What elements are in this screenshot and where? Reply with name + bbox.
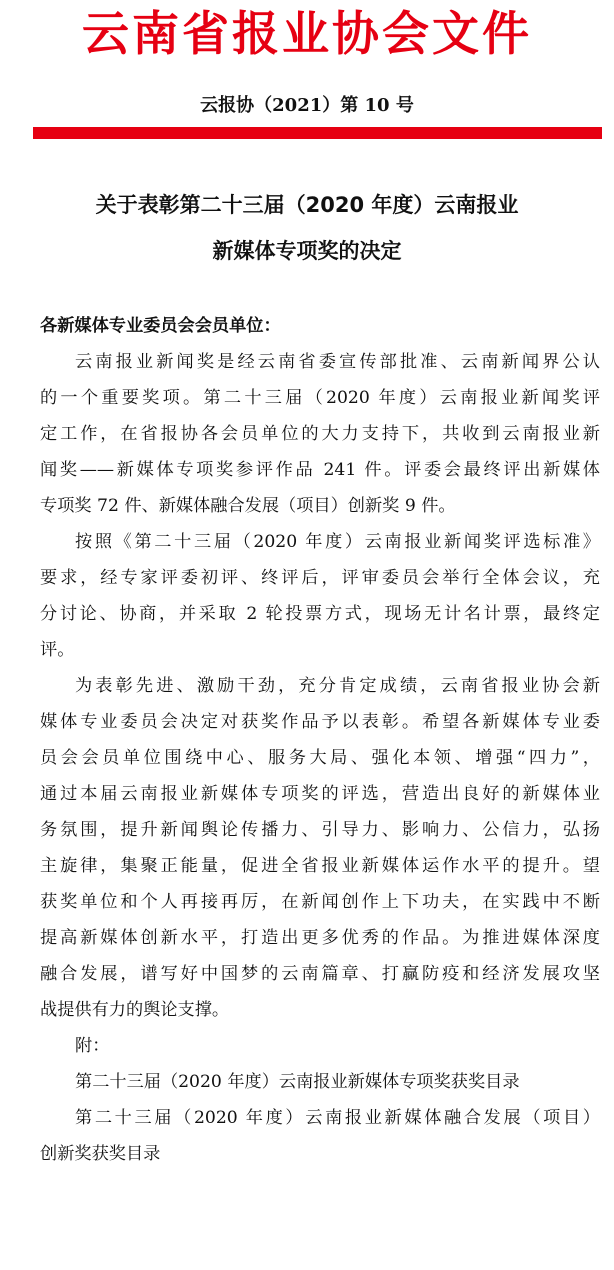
paragraph-3-line-6: 主旋律，集聚正能量，促进全省报业新媒体运作水平的提升。望 bbox=[40, 856, 600, 876]
paragraph-3-line-3: 员会会员单位围绕中心、服务大局、强化本领、增强“四力”， bbox=[40, 748, 600, 768]
salutation: 各新媒体专业委员会会员单位： bbox=[40, 316, 281, 336]
red-divider bbox=[33, 127, 602, 139]
attachment-item-2-line-2: 创新奖获奖目录 bbox=[40, 1144, 161, 1164]
paragraph-3-line-4: 通过本届云南报业新媒体专项奖的评选，营造出良好的新媒体业 bbox=[40, 784, 600, 804]
title-line-1: 关于表彰第二十三届（2020 年度）云南报业 bbox=[95, 193, 519, 217]
paragraph-3-line-8: 提高新媒体创新水平，打造出更多优秀的作品。为推进媒体深度 bbox=[40, 928, 600, 948]
paragraph-1-line-5: 专项奖 72 件、新媒体融合发展（项目）创新奖 9 件。 bbox=[40, 496, 456, 516]
paragraph-1-line-3: 定工作，在省报协各会员单位的大力支持下，共收到云南报业新 bbox=[40, 424, 600, 444]
paragraph-1-line-4: 闻奖——新媒体专项奖参评作品 241 件。评委会最终评出新媒体 bbox=[40, 460, 600, 480]
paragraph-3-line-10: 战提供有力的舆论支撑。 bbox=[40, 1000, 230, 1020]
document-number: 云报协（2021）第 10 号 bbox=[200, 95, 414, 116]
masthead: 云南省报业协会文件 bbox=[82, 7, 532, 62]
paragraph-1-line-2: 的一个重要奖项。第二十三届（2020 年度）云南报业新闻奖评 bbox=[40, 388, 600, 408]
title-line-2: 新媒体专项奖的决定 bbox=[212, 239, 402, 263]
paragraph-3-line-5: 务氛围，提升新闻舆论传播力、引导力、影响力、公信力，弘扬 bbox=[40, 820, 600, 840]
document-title bbox=[0, 182, 614, 274]
paragraph-3-line-2: 媒体专业委员会决定对获奖作品予以表彰。希望各新媒体专业委 bbox=[40, 712, 600, 732]
attachment-label: 附： bbox=[75, 1036, 110, 1056]
paragraph-2-line-3: 分讨论、协商，并采取 2 轮投票方式，现场无计名计票，最终定 bbox=[40, 604, 600, 624]
paragraph-2-line-1: 按照《第二十三届（2020 年度）云南报业新闻奖评选标准》 bbox=[75, 532, 600, 552]
attachment-item-2-line-1: 第二十三届（2020 年度）云南报业新媒体融合发展（项目） bbox=[75, 1108, 600, 1128]
paragraph-3-line-9: 融合发展，谱写好中国梦的云南篇章、打赢防疫和经济发展攻坚 bbox=[40, 964, 600, 984]
paragraph-2-line-2: 要求，经专家评委初评、终评后，评审委员会举行全体会议，充 bbox=[40, 568, 600, 588]
paragraph-1-line-1: 云南报业新闻奖是经云南省委宣传部批准、云南新闻界公认 bbox=[75, 352, 600, 372]
paragraph-2-line-4: 评。 bbox=[40, 640, 75, 660]
paragraph-3-line-1: 为表彰先进、激励干劲，充分肯定成绩，云南省报业协会新 bbox=[75, 676, 600, 696]
document-body bbox=[40, 308, 600, 1172]
attachment-item-1: 第二十三届（2020 年度）云南报业新媒体专项奖获奖目录 bbox=[75, 1072, 520, 1092]
paragraph-3-line-7: 获奖单位和个人再接再厉，在新闻创作上下功夫，在实践中不断 bbox=[40, 892, 600, 912]
